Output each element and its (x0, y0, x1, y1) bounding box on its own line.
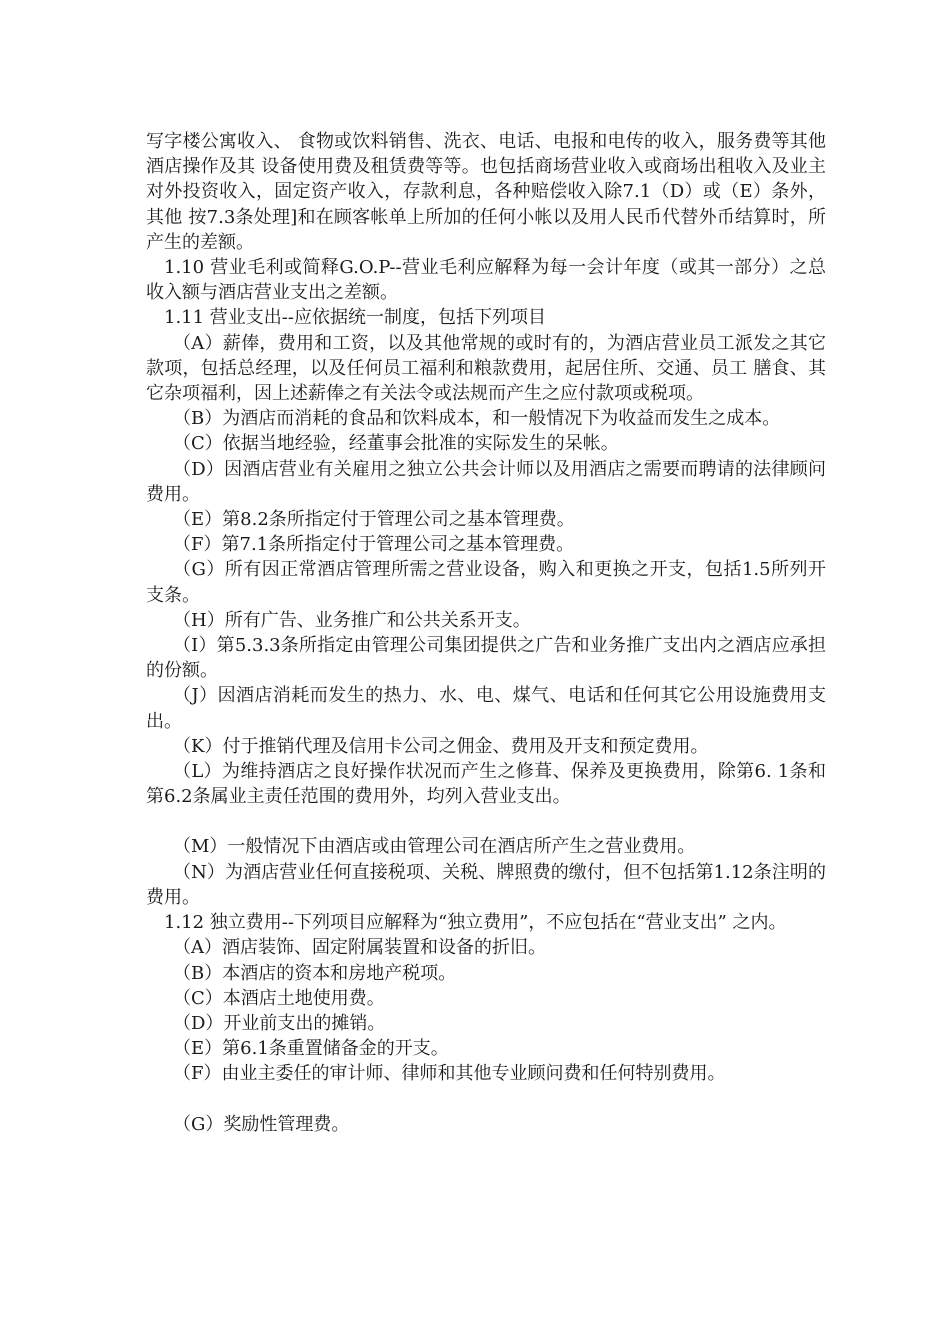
clause-1-11-n: （N）为酒店营业任何直接税项、关税、牌照费的缴付，但不包括第1.12条注明的费用。 (146, 861, 826, 908)
clause-1-12-a: （A）酒店装饰、固定附属装置和设备的折旧。 (173, 937, 546, 959)
clause-1-11-b: （B）为酒店而消耗的食品和饮料成本，和一般情况下为收益而发生之成本。 (173, 408, 781, 430)
clause-1-11-i: （I）第5.3.3条所指定由管理公司集团提供之广告和业务推广支出内之酒店应承担的份额。 (146, 635, 826, 682)
paragraph-spacer (146, 1087, 826, 1112)
clause-1-11-h: （H）所有广告、业务推广和公共关系开支。 (173, 609, 531, 631)
clause-1-11-d: （D）因酒店营业有关雇用之独立公共会计师以及用酒店之需要而聘请的法律顾问费用。 (146, 458, 826, 505)
clause-1-11-e: （E）第8.2条所指定付于管理公司之基本管理费。 (173, 509, 575, 531)
paragraph-revenue-continuation: 写字楼公寓收入、 食物或饮料销售、洗衣、电话、电报和电传的收入，服务费等其他酒店操作及其 设备使用费及租赁费等等。也包括商场营业收入或商场出租收入及业主对外投资收入，固定资产收入，存款利息，各种赔偿收入除7.1（D）或（E）条外，其他 按7.3条处理]和在顾客帐单上所加的任何小帐以及用人民币代替外币结算时，所 产生的差额。 (146, 131, 826, 253)
clause-1-11-c: （C）依据当地经验，经董事会批准的实际发生的呆帐。 (173, 433, 619, 455)
clause-1-11-f: （F）第7.1条所指定付于管理公司之基本管理费。 (173, 534, 575, 556)
clause-1-11-m: （M）一般情况下由酒店或由管理公司在酒店所产生之营业费用。 (173, 836, 696, 858)
clause-1-12-c: （C）本酒店土地使用费。 (173, 987, 385, 1009)
clause-1-11-k: （K）付于推销代理及信用卡公司之佣金、费用及开支和预定费用。 (173, 735, 709, 757)
clause-1-12-b: （B）本酒店的资本和房地产税项。 (173, 962, 457, 984)
clause-1-11-g: （G）所有因正常酒店管理所需之营业设备，购入和更换之开支，包括1.5所列开支条。 (146, 559, 826, 606)
paragraph-spacer (146, 809, 826, 834)
clause-1-11-l: （L）为维持酒店之良好操作状况而产生之修葺、保养及更换费用，除第6. 1条和第6.2条属业主责任范围的费用外，均列入营业支出。 (146, 761, 826, 808)
clause-1-12-d: （D）开业前支出的摊销。 (173, 1012, 386, 1034)
clause-1-11-heading: 1.11 营业支出--应依据统一制度，包括下列项目 (164, 307, 546, 329)
document-page (146, 129, 826, 1137)
clause-1-11-j: （J）因酒店消耗而发生的热力、水、电、煤气、电话和任何其它公用设施费用支出。 (146, 685, 826, 732)
clause-1-12-f: （F）由业主委任的审计师、律师和其他专业顾问费和任何特别费用。 (173, 1063, 726, 1085)
clause-1-12-g: （G）奖励性管理费。 (173, 1113, 350, 1135)
clause-1-10: 1.10 营业毛利或简释G.O.P--营业毛利应解释为每一会计年度（或其一部分）之总收入额与酒店营业支出之差额。 (146, 257, 826, 304)
clause-1-12-e: （E）第6.1条重置储备金的开支。 (173, 1038, 449, 1060)
clause-1-12-heading: 1.12 独立费用--下列项目应解释为“独立费用”，不应包括在“营业支出” 之内。 (164, 912, 787, 934)
clause-1-11-a: （A）薪俸，费用和工资，以及其他常规的或时有的，为酒店营业员工派发之其它款项，包括总经理，以及任何员工福利和粮款费用，起居住所、交通、员工 膳食、其它杂项福利，因上述薪俸之有关法令或法规而产生之应付款项或税项。 (146, 332, 826, 405)
